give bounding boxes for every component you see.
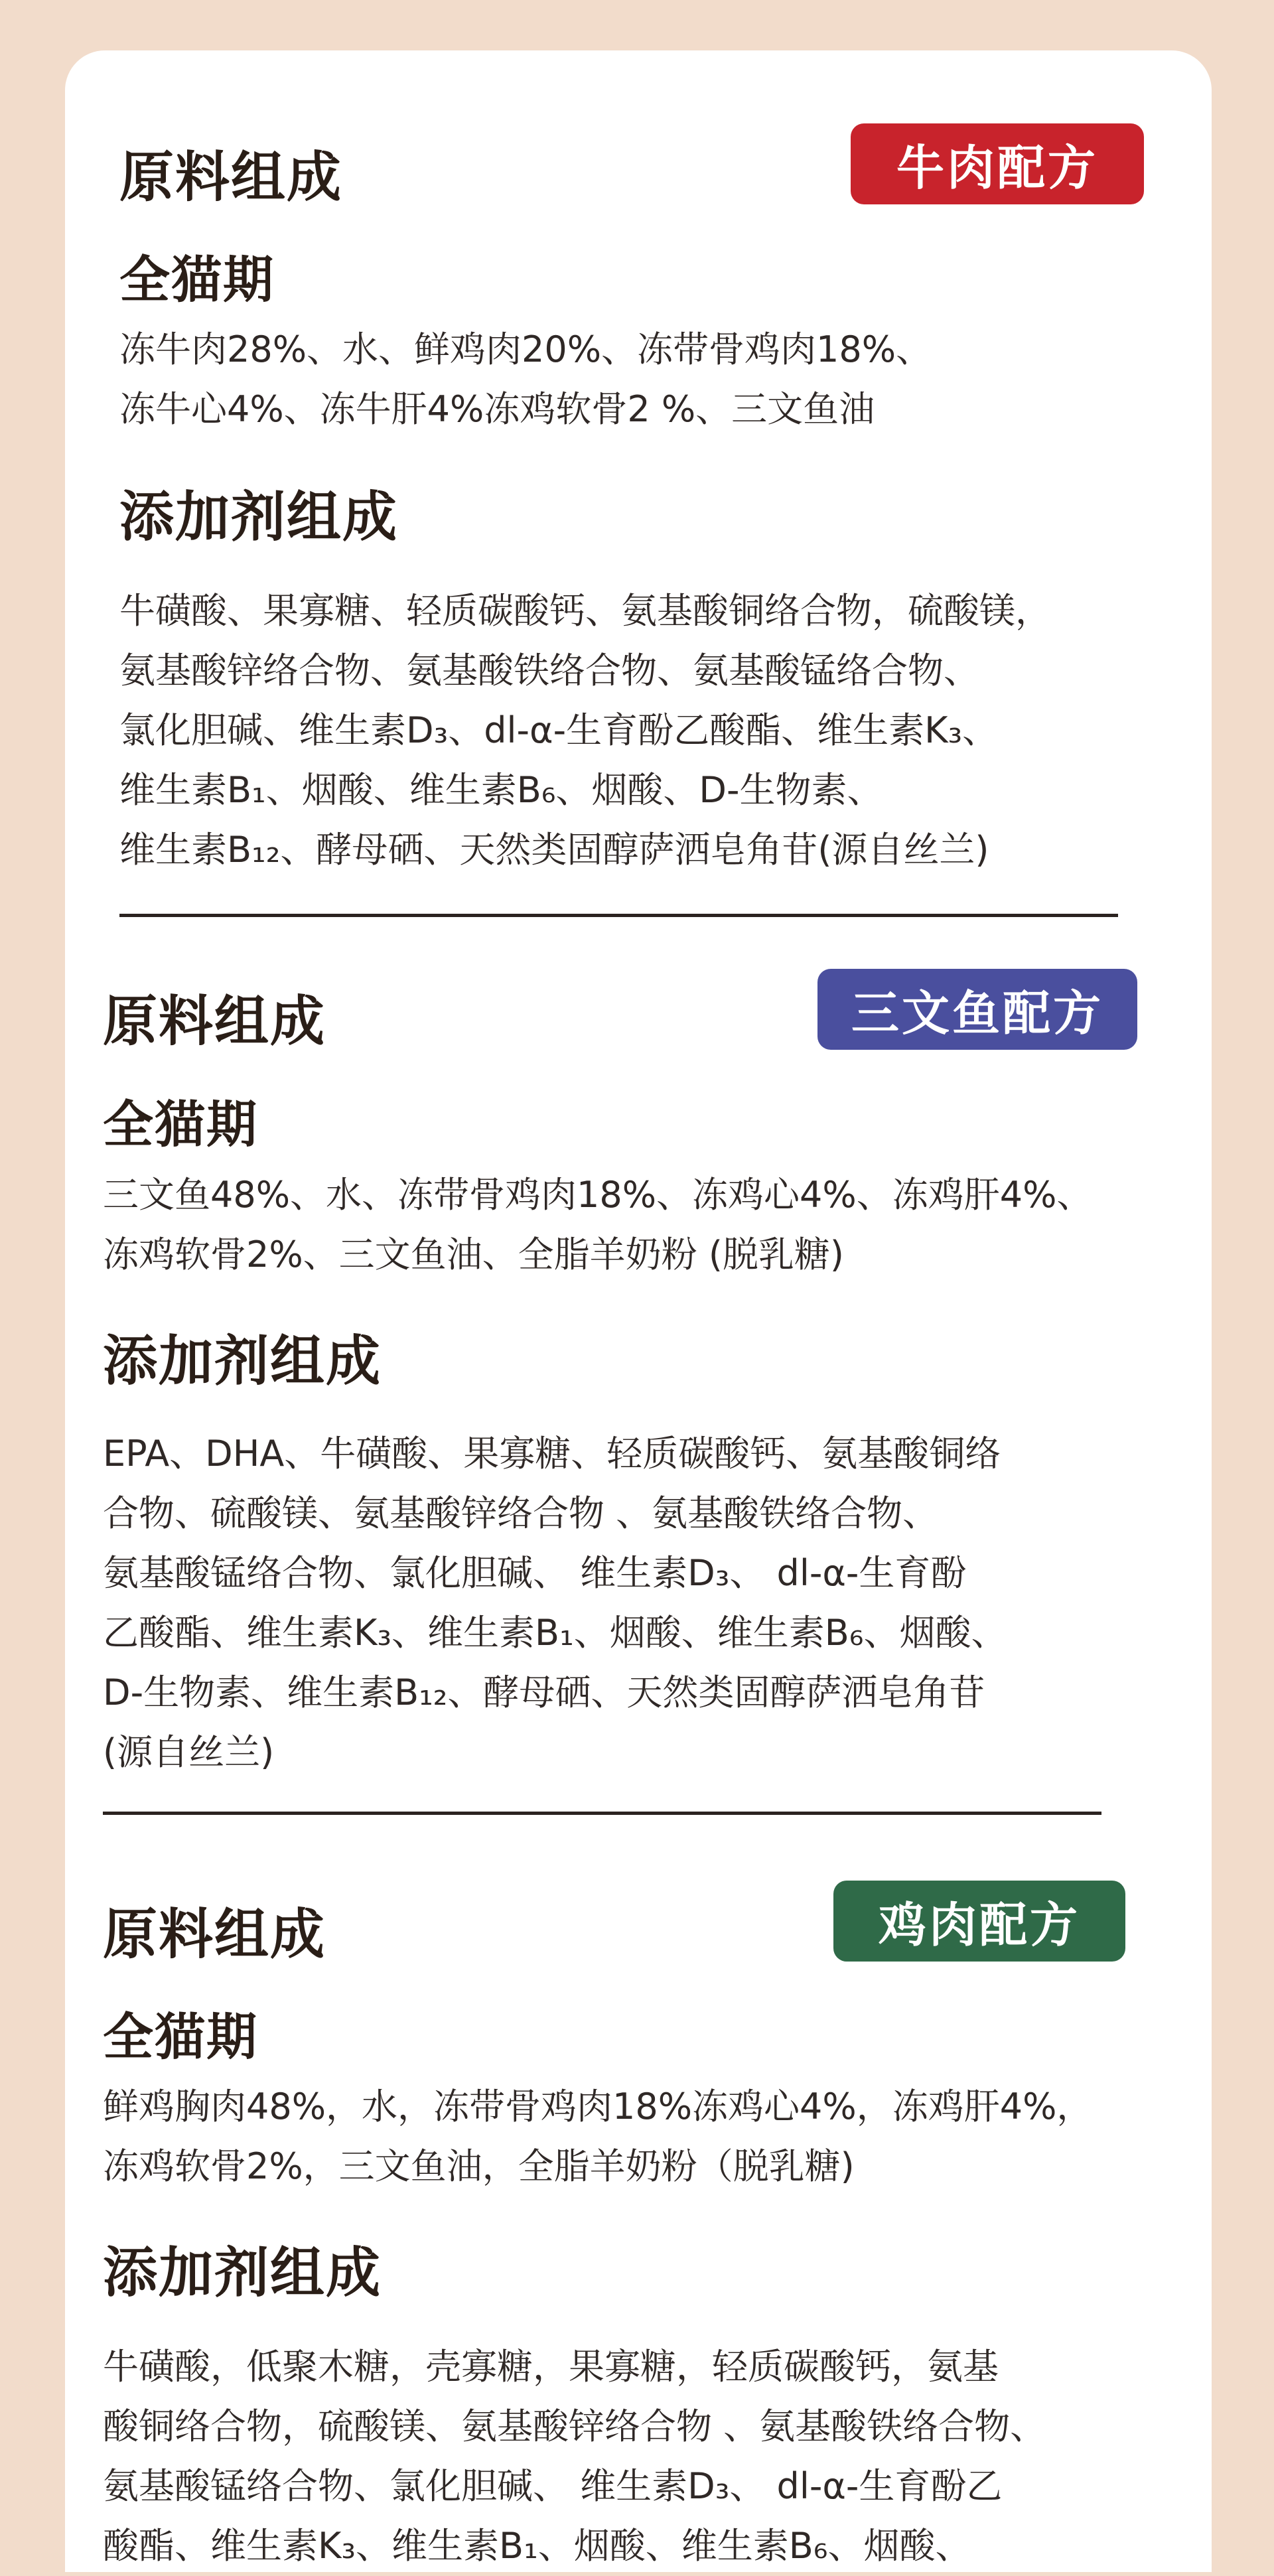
additives-heading: 添加剂组成 [119, 486, 399, 549]
additives-line: 氨基酸锰络合物、氯化胆碱、 维生素D₃、 dl-α-生育酚乙 [103, 2465, 1003, 2507]
additives-line: 酸酯、维生素K₃、维生素B₁、烟酸、维生素B₆、烟酸、 [103, 2525, 971, 2567]
life-stage-label: 全猫期 [103, 2007, 258, 2066]
section-divider [103, 1812, 1101, 1815]
additives-list [119, 581, 1051, 880]
ingredients-line: 冻鸡软骨2%，三文鱼油，全脂羊奶粉（脱乳糖) [103, 2145, 855, 2187]
ingredients-line: 冻鸡软骨2%、三文鱼油、全脂羊奶粉 (脱乳糖) [103, 1234, 844, 1275]
additives-line: 维生素B₁、烟酸、维生素B₆、烟酸、D-生物素、 [119, 769, 883, 811]
salmon-recipe-badge: 三文鱼配方 [817, 969, 1137, 1050]
additives-heading: 添加剂组成 [103, 2242, 382, 2305]
additives-line: EPA、DHA、牛磺酸、果寡糖、轻质碳酸钙、氨基酸铜络 [103, 1433, 1001, 1474]
ingredients-list [119, 320, 932, 439]
additives-line: 酸铜络合物，硫酸镁、氨基酸锌络合物 、氨基酸铁络合物、 [103, 2405, 1046, 2447]
section-divider [119, 914, 1118, 917]
additives-line: 氨基酸锌络合物、氨基酸铁络合物、氨基酸锰络合物、 [119, 650, 979, 691]
ingredients-line: 冻牛肉28%、水、鲜鸡肉20%、冻带骨鸡肉18%、 [119, 328, 932, 370]
additives-line: 牛磺酸，低聚木糖，壳寡糖，果寡糖，轻质碳酸钙，氨基 [103, 2346, 999, 2388]
raw-materials-heading: 原料组成 [103, 1903, 326, 1966]
chicken-recipe-badge: 鸡肉配方 [833, 1881, 1125, 1962]
additives-line: (源自丝兰) [103, 1731, 275, 1773]
additives-line: 牛磺酸、果寡糖、轻质碳酸钙、氨基酸铜络合物，硫酸镁， [119, 590, 1051, 632]
additives-heading: 添加剂组成 [103, 1330, 382, 1393]
ingredients-list [103, 2077, 1092, 2196]
ingredients-line: 冻牛心4%、冻牛肝4%冻鸡软骨2 %、三文鱼油 [119, 388, 875, 430]
additives-line: 乙酸酯、维生素K₃、维生素B₁、烟酸、维生素B₆、烟酸、 [103, 1612, 1007, 1654]
additives-list [103, 1424, 1007, 1782]
additives-line: 维生素B₁₂、酵母硒、天然类固醇萨洒皂角苷(源自丝兰) [119, 829, 989, 871]
additives-line: 氯化胆碱、维生素D₃、dl-α-生育酚乙酸酯、维生素K₃、 [119, 709, 999, 751]
additives-list [103, 2337, 1046, 2576]
life-stage-label: 全猫期 [103, 1095, 258, 1154]
raw-materials-heading: 原料组成 [119, 146, 343, 209]
life-stage-label: 全猫期 [119, 250, 275, 309]
additives-line: 合物、硫酸镁、氨基酸锌络合物 、氨基酸铁络合物、 [103, 1492, 939, 1534]
ingredients-line: 三文鱼48%、水、冻带骨鸡肉18%、冻鸡心4%、冻鸡肝4%、 [103, 1174, 1093, 1216]
additives-line: 氨基酸锰络合物、氯化胆碱、 维生素D₃、 dl-α-生育酚 [103, 1552, 967, 1594]
additives-line: D-生物素、维生素B₁₂、酵母硒、天然类固醇萨洒皂角苷 [103, 1672, 985, 1713]
beef-recipe-badge: 牛肉配方 [851, 123, 1144, 204]
ingredients-list [103, 1165, 1092, 1285]
raw-materials-heading: 原料组成 [103, 990, 326, 1053]
ingredients-line: 鲜鸡胸肉48%，水，冻带骨鸡肉18%冻鸡心4%，冻鸡肝4%， [103, 2086, 1093, 2127]
